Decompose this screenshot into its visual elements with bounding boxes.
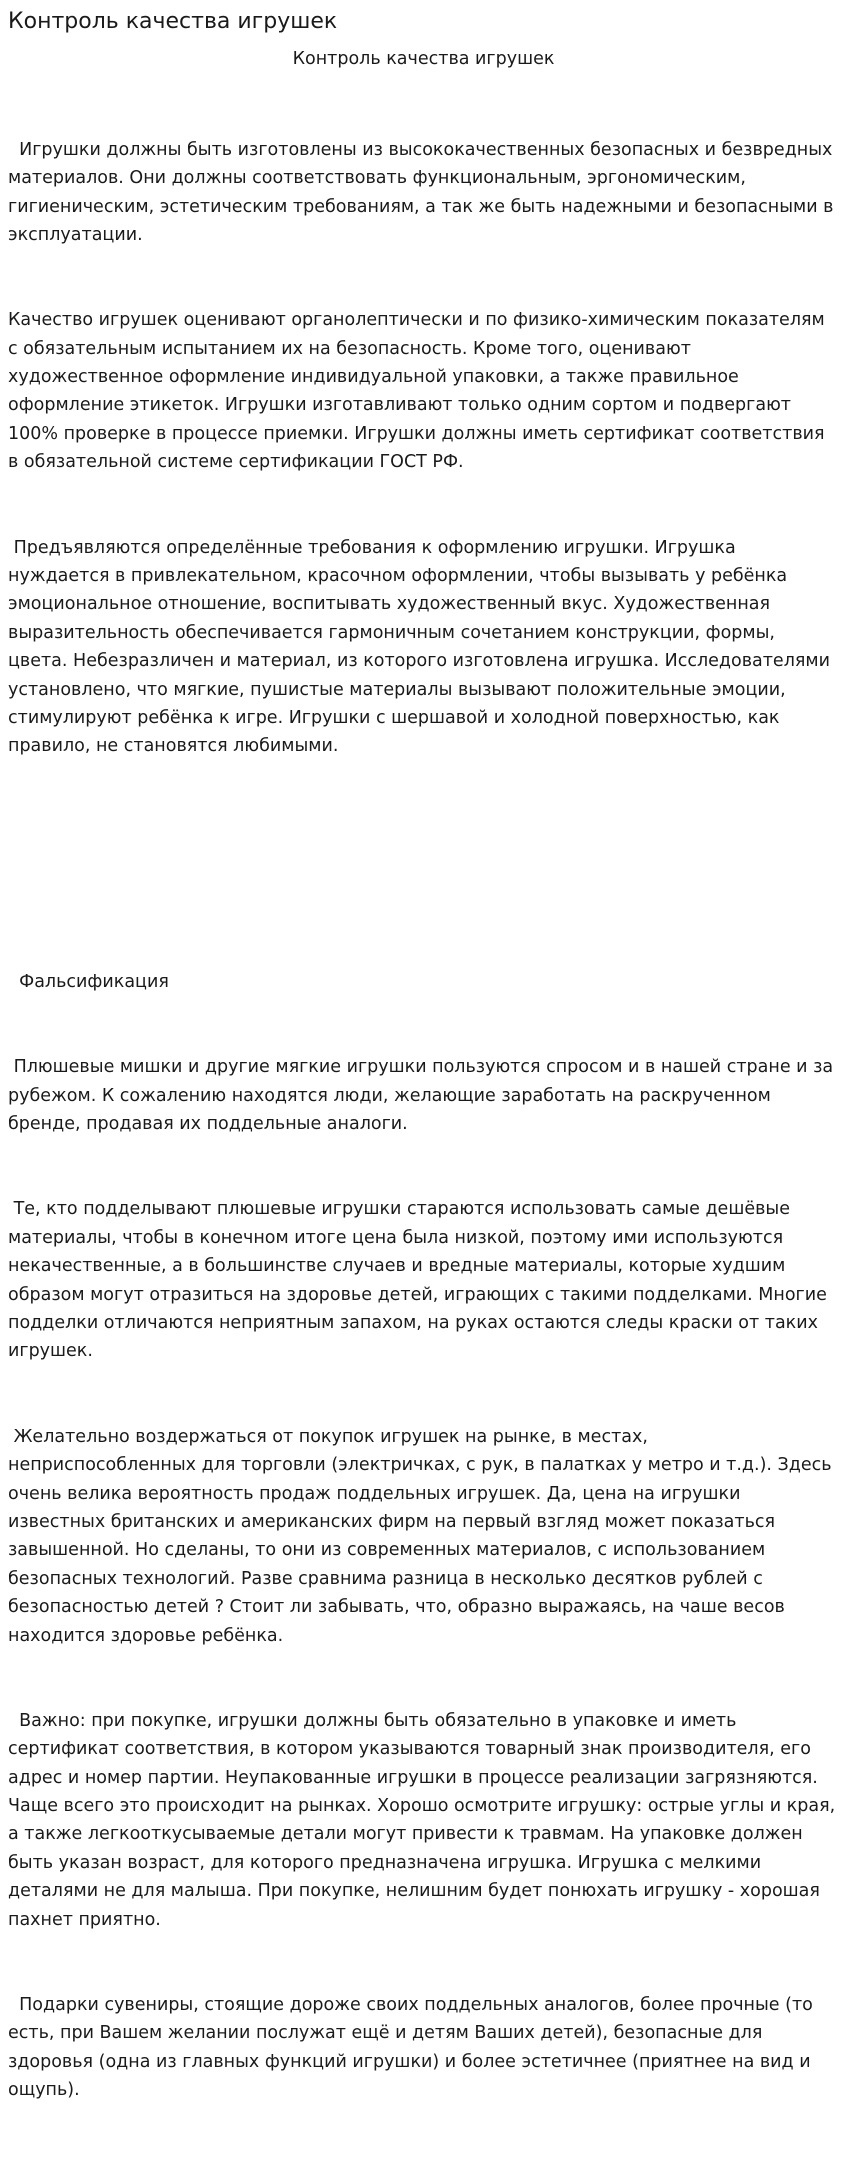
paragraph-plush-demand: Плюшевые мишки и другие мягкие игрушки пользуются спросом и в нашей стране и за рубежом. К сожалению находятся люди, желающие заработать на раскрученном бренде, продавая их поддельные аналоги. [8,1057,839,1135]
section-spacer [8,846,839,883]
article-body [8,79,839,2161]
paragraph-intro: Игрушки должны быть изготовлены из высококачественных безопасных и безвредных материалов. Они должны соответствовать функциональным, эргономическим, гигиеническим, эстетическим требованиям, а так же быть надежными и безопасными в эксплуатации. [8,139,840,246]
paragraph-cheap-materials: Те, кто подделывают плюшевые игрушки стараются использовать самые дешёвые материалы, чтобы в конечном итоге цена была низкой, поэтому ими используются некачественные, а в большинстве случаев и вредные материалы, которые худшим образом могут отразиться на здоровье детей, играющих с такими подделками. Многие подделки отличаются неприятным запахом, на руках остаются следы краски от таких игрушек. [8,1199,833,1362]
paragraph-packaging-certificate: Важно: при покупке, игрушки должны быть обязательно в упаковке и иметь сертификат соответствия, в котором указываются товарный знак производителя, его адрес и номер партии. Неупакованные игрушки в процессе реализации загрязняются. Чаще всего это происходит на рынках. Хорошо осмотрите игрушку: острые углы и края, а также легкооткусываемые детали могут привести к травмам. На упаковке должен быть указан возраст, для которого предназначена игрушка. Игрушка с мелкими деталями не для малыша. При покупке, нелишним будет понюхать игрушку - хорошая пахнет приятно. [8,1710,841,1930]
paragraph-quality-assessment: Качество игрушек оценивают органолептически и по физико-химическим показателям с обязательным испытанием их на безопасность. Кроме того, оценивают художественное оформление индивидуальной упаковки, а также правильное оформление этикеток. Игрушки изготавливают только одним сортом и подвергают 100% проверке в процессе приемки. Игрушки должны иметь сертификат соответствия в обязательной системе сертификации ГОСТ РФ. [8,310,831,473]
paragraph-gifts-souvenirs: Подарки сувениры, стоящие дороже своих поддельных аналогов, более прочные (то есть, при Вашем желании послужат ещё и детям Ваших детей), безопасные для здоровья (одна из главных функций игрушки) и более эстетичнее (приятнее на вид и ощупь). [8,1994,819,2101]
page-title: Контроль качества игрушек [8,9,338,34]
paragraph-design-requirements: Предъявляются определённые требования к оформлению игрушки. Игрушка нуждается в привлекательном, красочном оформлении, чтобы вызывать у ребёнка эмоциональное отношение, воспитывать художественный вкус. Художественная выразительность обеспечивается гармоничным сочетанием конструкции, формы, цвета. Небезразличен и материал, из которого изготовлена игрушка. Исследователями установлено, что мягкие, пушистые материалы вызывают положительные эмоции, стимулируют ребёнка к игре. Игрушки с шершавой и холодной поверхностью, как правило, не становятся любимыми. [8,537,836,757]
section-heading-falsification: Фальсификация [8,972,169,993]
paragraph-market-warning: Желательно воздержаться от покупок игрушек на рынке, в местах, неприспособленных для торговли (электричках, с рук, в палатках у метро и т.д.). Здесь очень велика вероятность продаж поддельных игрушек. Да, цена на игрушки известных британских и американских фирм на первый взгляд может показаться завышенной. Но сделаны, то они из современных материалов, с использованием безопасных технологий. Разве сравнима разница в несколько десятков рублей с безопасностью детей ? Стоит ли забывать, что, образно выражаясь, на чаше весов находится здоровье ребёнка. [8,1426,838,1646]
article-title: Контроль качества игрушек [292,49,555,69]
